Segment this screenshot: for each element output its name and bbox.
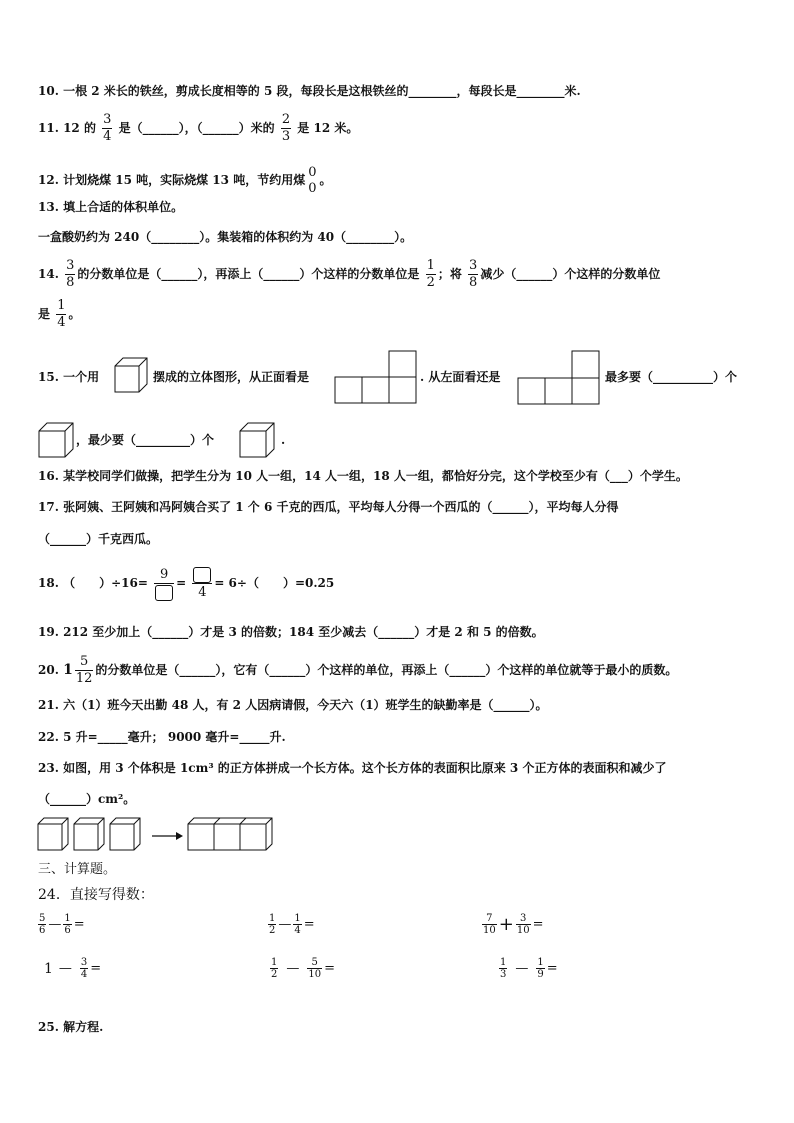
fraction: $\frac{1}{2}$ <box>269 913 276 936</box>
answer-blank[interactable]: ________ <box>408 84 457 98</box>
fraction: $\frac{5}{12}$ <box>75 654 93 686</box>
q-text: 摆成的立体图形，从正面看是 <box>153 370 310 384</box>
q-number: 15. <box>38 370 59 384</box>
q-text: 如图，用 3 个体积是 1cm³ 的正方体拼成一个长方体。这个长方体的表面积比原来 3 个正方体的表面积和减少了 <box>63 761 667 775</box>
fraction: $\frac{3}{4}$ <box>80 957 88 980</box>
q-text: 计划烧煤 15 吨，实际烧煤 13 吨，节约用煤 <box>63 173 306 187</box>
q-text: ，最少要（_________）个 <box>76 433 215 447</box>
question-14 <box>38 258 660 291</box>
q-text: 一根 2 米长的铁丝，剪成长度相等的 5 段，每段长是这根铁丝的 <box>63 84 409 98</box>
fraction: $\frac{5}{6}$ <box>39 913 46 936</box>
equals: = <box>532 917 544 932</box>
question-15-b <box>153 369 309 385</box>
q-text: ，每段长是 <box>456 84 517 98</box>
question-17-line2 <box>38 531 158 547</box>
q-number: 10. <box>38 84 59 98</box>
q-text: 米. <box>564 84 581 98</box>
q-text: 12 的 <box>63 121 96 135</box>
calc-item <box>36 913 85 936</box>
q-text: 一个用 <box>63 370 100 384</box>
operator: — <box>58 961 72 976</box>
q-number: 17. <box>38 500 59 514</box>
q-text: （______）cm²。 <box>38 792 136 806</box>
q-text: （ ）÷16= <box>63 576 148 590</box>
fraction: $\frac{1}{3}$ <box>500 957 507 980</box>
cube-icon <box>38 818 68 850</box>
calc-item <box>497 957 558 980</box>
q-text: = 6÷（ ）=0.25 <box>214 576 335 590</box>
q-number: 11. <box>38 121 59 135</box>
left-view-grid <box>517 350 601 406</box>
question-24-title: 24．直接写得数： <box>38 887 154 903</box>
operator: + <box>498 914 514 935</box>
question-20 <box>38 654 677 687</box>
cube-assembly-figure <box>36 816 276 854</box>
q-text: 是（______），（______）米的 <box>118 121 275 135</box>
question-22 <box>38 729 286 745</box>
equals: = <box>546 961 558 976</box>
fraction: $\frac{1}{2}$ <box>271 957 278 980</box>
equals: = <box>324 961 336 976</box>
fraction: $\frac{1}{9}$ <box>537 957 544 980</box>
q-text: 一盒酸奶约为 240（________）。集装箱的体积约为 40（________）。 <box>38 230 413 244</box>
q-text: 某学校同学们做操，把学生分为 10 人一组，14 人一组，18 人一组，都恰好分完，这个学校至少有（___）个学生。 <box>63 469 688 483</box>
q-text: 的分数单位是（______），再添上（______）个这样的分数单位是 <box>77 267 420 281</box>
q-text: 。 <box>319 173 332 187</box>
question-11 <box>38 112 358 145</box>
fraction: $\frac{1}{2}$ <box>426 258 435 290</box>
mixed-whole: 1 <box>63 662 73 678</box>
fraction-blank[interactable]: 4 <box>192 566 212 601</box>
operator: — <box>515 961 529 976</box>
fraction-blank[interactable]: 0 0 <box>308 164 317 196</box>
q-text: 是 <box>38 307 51 321</box>
q-number: 13. <box>38 200 59 214</box>
q-text: 最多要（__________）个 <box>605 370 738 384</box>
question-23 <box>38 760 666 776</box>
cube-icon <box>74 818 104 850</box>
q-text: 张阿姨、王阿姨和冯阿姨合买了 1 个 6 千克的西瓜，平均每人分得一个西瓜的（______），平均每人分得 <box>63 500 619 514</box>
question-21 <box>38 697 548 713</box>
operator: — <box>286 961 300 976</box>
calc-item <box>268 957 335 980</box>
question-18 <box>38 566 334 601</box>
fraction: $\frac{3}{4}$ <box>103 112 112 144</box>
question-19 <box>38 624 544 640</box>
cube-icon <box>239 422 275 458</box>
fraction: $\frac{5}{10}$ <box>308 957 322 980</box>
question-16 <box>38 468 688 484</box>
fraction-blank[interactable]: 9 <box>154 566 174 601</box>
q-text: . <box>281 433 286 447</box>
operator: — <box>278 917 292 932</box>
calc-item <box>44 957 101 980</box>
question-23-line2 <box>38 791 135 807</box>
fraction: $\frac{1}{6}$ <box>64 913 71 936</box>
fraction: $\frac{3}{10}$ <box>516 913 530 936</box>
q-text: = <box>176 576 187 590</box>
calc-item <box>266 913 315 936</box>
q-number: 18. <box>38 576 59 590</box>
q-text: 。 <box>68 307 81 321</box>
question-15-c <box>420 369 500 385</box>
q-text: 六（1）班今天出勤 48 人，有 2 人因病请假，今天六（1）班学生的缺勤率是（______）。 <box>63 698 548 712</box>
arrow-right-icon <box>152 832 183 840</box>
q-number: 19. <box>38 625 59 639</box>
fraction: $\frac{7}{10}$ <box>483 913 496 936</box>
q-text: 解方程. <box>63 1020 104 1034</box>
question-15-f <box>281 432 285 448</box>
q-number: 25. <box>38 1020 59 1034</box>
operator: — <box>48 917 62 932</box>
fraction: $\frac{2}{3}$ <box>281 112 291 144</box>
question-17 <box>38 499 619 515</box>
q-text: 5 升=_____毫升； 9000 毫升=_____升. <box>63 730 286 744</box>
q-text: 212 至少加上（______）才是 3 的倍数；184 至少减去（______）才是 2 和 5 的倍数。 <box>63 625 544 639</box>
q-number: 16. <box>38 469 59 483</box>
question-12 <box>38 152 332 197</box>
q-text: 是 12 米。 <box>297 121 359 135</box>
equals: = <box>90 961 102 976</box>
question-13 <box>38 199 183 215</box>
q-text: 填上合适的体积单位。 <box>63 200 184 214</box>
question-14-line2 <box>38 298 81 331</box>
q-number: 12. <box>38 173 59 187</box>
equals: = <box>73 917 85 932</box>
q-text: ；将 <box>437 267 462 281</box>
front-view-grid <box>334 350 418 404</box>
cube-icon <box>38 422 74 458</box>
answer-blank[interactable]: ________ <box>516 84 565 98</box>
q-number: 22. <box>38 730 59 744</box>
fraction: $\frac{1}{4}$ <box>57 298 66 330</box>
question-15 <box>38 369 99 385</box>
question-10 <box>38 83 581 99</box>
cuboid-icon <box>188 818 272 850</box>
whole-number: 1 <box>44 960 53 977</box>
cube-icon <box>114 357 148 393</box>
q-text: . 从左面看还是 <box>420 370 501 384</box>
q-number: 20. <box>38 663 59 677</box>
q-number: 14. <box>38 267 59 281</box>
question-25 <box>38 1019 103 1035</box>
q-text: （______）千克西瓜。 <box>38 532 159 546</box>
cube-icon <box>110 818 140 850</box>
fraction: $\frac{1}{4}$ <box>294 913 301 936</box>
question-13-line2 <box>38 229 412 245</box>
q-number: 21. <box>38 698 59 712</box>
question-15-d <box>605 369 737 385</box>
calc-item <box>480 913 543 936</box>
section-heading: 三、计算题。 <box>38 862 117 877</box>
q-text: 的分数单位是（______），它有（______）个这样的单位，再添上（______）个这样的单位就等于最小的质数。 <box>95 663 678 677</box>
fraction: $\frac{3}{8}$ <box>469 258 478 290</box>
question-15-e <box>76 432 214 448</box>
equals: = <box>303 917 315 932</box>
q-number: 23. <box>38 761 59 775</box>
fraction: $\frac{3}{8}$ <box>66 258 75 290</box>
q-text: 减少（______）个这样的分数单位 <box>480 267 661 281</box>
